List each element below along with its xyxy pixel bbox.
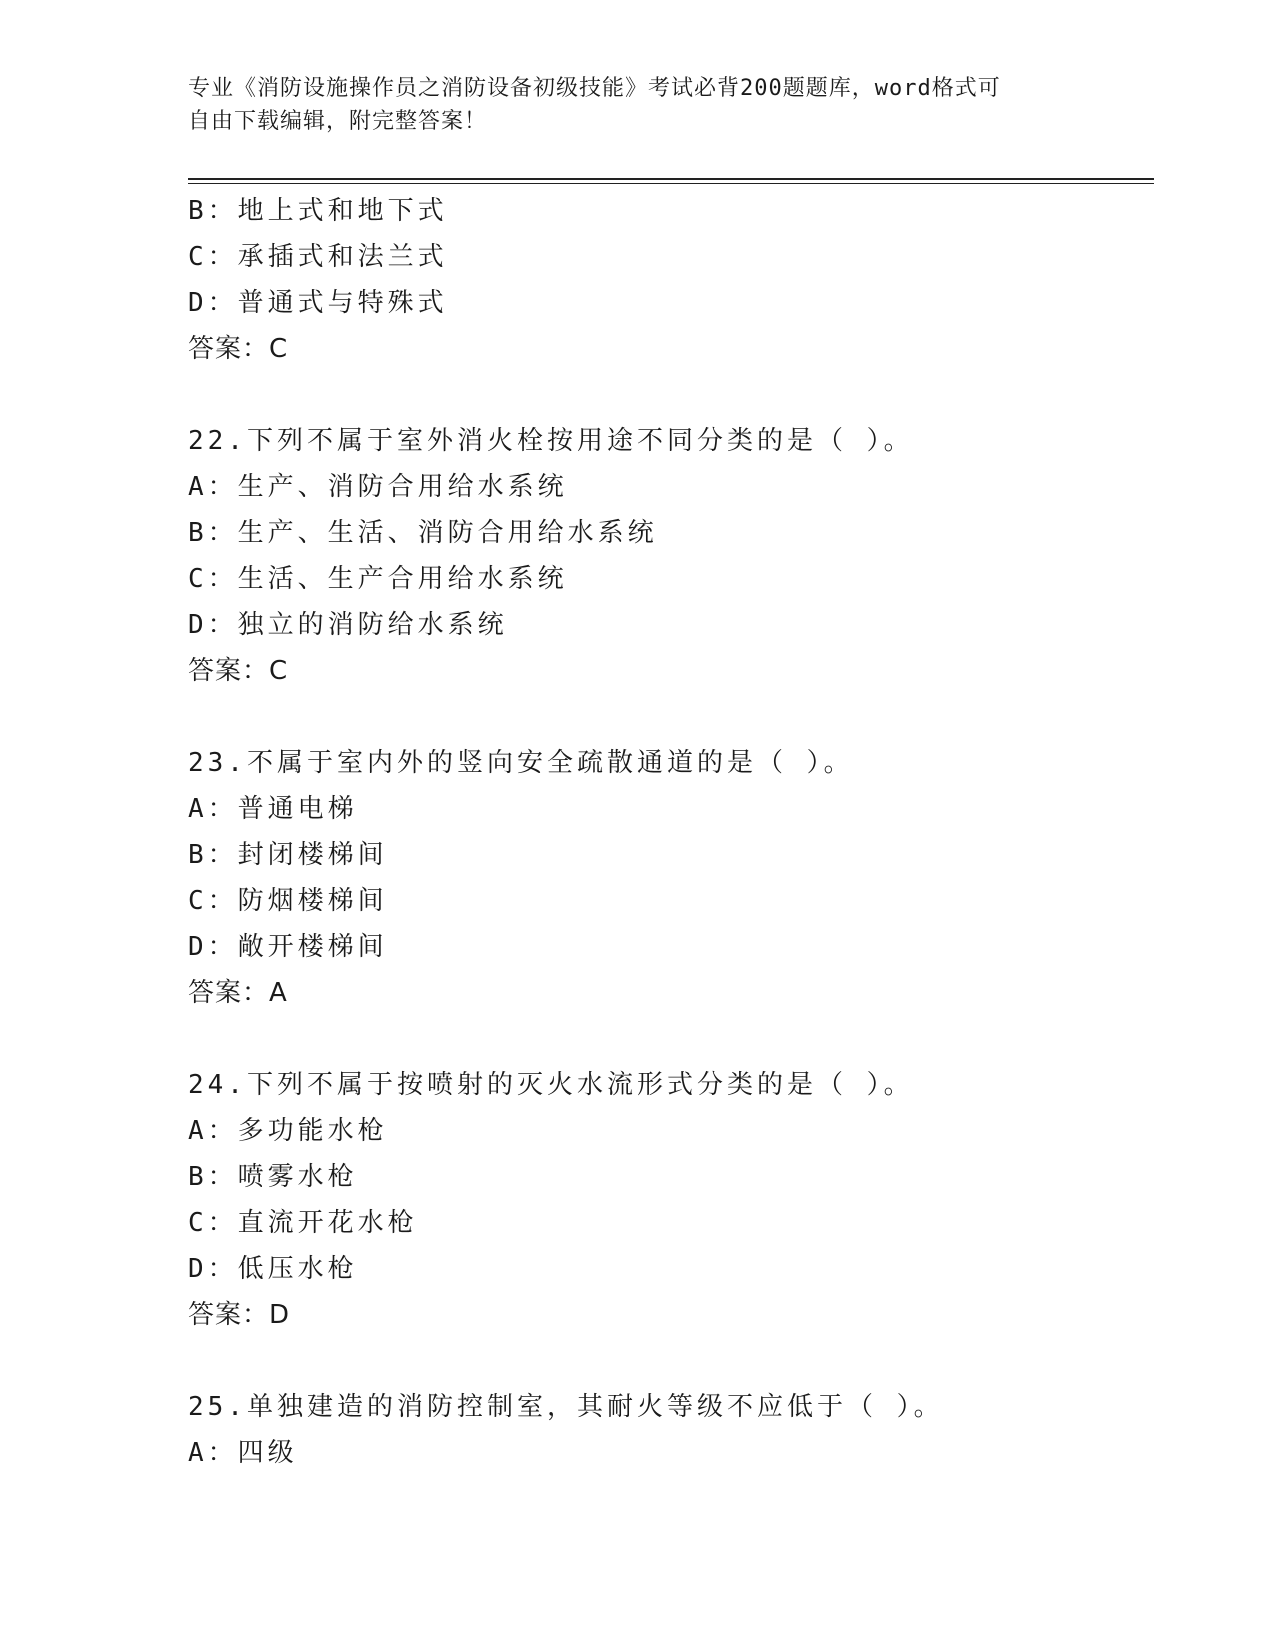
question-list <box>188 188 1154 1476</box>
option-b: B：地上式和地下式 <box>188 196 448 226</box>
option-a: A：生产、消防合用给水系统 <box>188 472 568 502</box>
question-21-partial <box>188 188 1154 372</box>
option-c: C：承插式和法兰式 <box>188 242 448 272</box>
answer-text: 答案：C <box>188 656 289 686</box>
option-d: D：普通式与特殊式 <box>188 288 448 318</box>
document-header <box>188 72 1088 138</box>
option-d: D：敞开楼梯间 <box>188 932 388 962</box>
question-22 <box>188 418 1154 694</box>
header-line-1: 专业《消防设施操作员之消防设备初级技能》考试必背200题题库，word格式可 <box>188 76 1001 101</box>
option-b: B：生产、生活、消防合用给水系统 <box>188 518 658 548</box>
question-stem: 25.单独建造的消防控制室，其耐火等级不应低于（ ）。 <box>188 1392 944 1422</box>
option-a: A：四级 <box>188 1438 298 1468</box>
question-stem: 23.不属于室内外的竖向安全疏散通道的是（ ）。 <box>188 748 854 778</box>
answer-text: 答案：A <box>188 978 288 1008</box>
question-stem: 24.下列不属于按喷射的灭火水流形式分类的是（ ）。 <box>188 1070 914 1100</box>
option-d: D：独立的消防给水系统 <box>188 610 508 640</box>
option-c: C：生活、生产合用给水系统 <box>188 564 568 594</box>
option-a: A：普通电梯 <box>188 794 358 824</box>
answer-text: 答案：D <box>188 1300 291 1330</box>
question-stem: 22.下列不属于室外消火栓按用途不同分类的是（ ）。 <box>188 426 914 456</box>
header-line-2: 自由下载编辑，附完整答案！ <box>188 109 488 134</box>
question-23 <box>188 740 1154 1016</box>
option-a: A：多功能水枪 <box>188 1116 388 1146</box>
option-c: C：直流开花水枪 <box>188 1208 418 1238</box>
option-d: D：低压水枪 <box>188 1254 358 1284</box>
header-rule-thick <box>188 178 1154 180</box>
option-b: B：喷雾水枪 <box>188 1162 358 1192</box>
option-b: B：封闭楼梯间 <box>188 840 388 870</box>
header-rule-thin <box>188 183 1154 184</box>
question-25 <box>188 1384 1154 1476</box>
question-24 <box>188 1062 1154 1338</box>
answer-text: 答案：C <box>188 334 289 364</box>
option-c: C：防烟楼梯间 <box>188 886 388 916</box>
